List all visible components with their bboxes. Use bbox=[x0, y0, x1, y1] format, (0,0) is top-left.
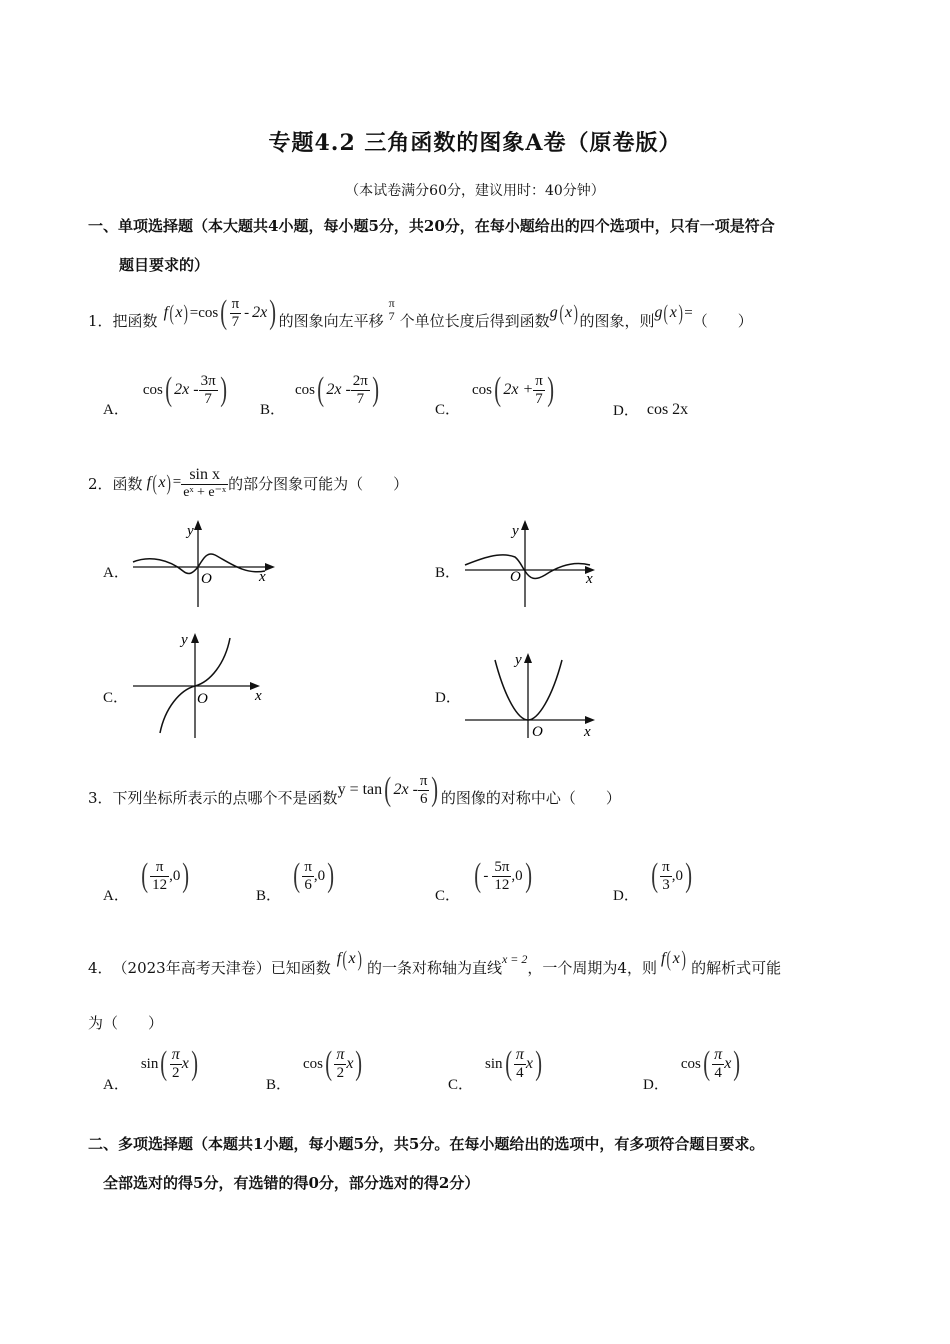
q4-option-a[interactable]: A． sin ( $\frac{\pi}{2}$ x ) bbox=[103, 1045, 198, 1093]
question-2 bbox=[88, 458, 408, 508]
q2-text-1: 函数 bbox=[112, 474, 143, 493]
svg-text:O: O bbox=[510, 569, 521, 585]
pi-over-7: $\frac{\pi}{7}$ bbox=[231, 296, 240, 330]
q1-function-f: f ( x ) = cos ( $\frac{\pi}{7}$ - 2x ) bbox=[163, 294, 277, 331]
q1-text-3: 个单位长度后得到函数 bbox=[399, 311, 550, 330]
q3-option-b[interactable]: B． ( $\frac{\pi}{6}$ ,0 ) bbox=[256, 857, 335, 904]
q4-f-symbol-2: f ( x ) bbox=[660, 946, 686, 971]
q1-g-eq: g ( x ) = bbox=[654, 300, 693, 325]
section1-heading-line2: 题目要求的） bbox=[119, 256, 210, 274]
q3-text-1: 下列坐标所表示的点哪个不是函数 bbox=[112, 788, 338, 807]
q4-f-symbol: f ( x ) bbox=[336, 946, 362, 971]
q1-text-2: 的图象向左平移 bbox=[278, 311, 384, 330]
q4-option-b[interactable]: B． cos ( $\frac{\pi}{2}$ x ) bbox=[266, 1045, 363, 1093]
q2-function: f ( x ) = $\frac{\text{sin x}}{\text{eˣ + e⁻ˣ}}$ bbox=[146, 466, 227, 500]
q2-number: 2． bbox=[88, 474, 113, 493]
q4-line-eq: x = 2 bbox=[501, 951, 528, 966]
q2-label-b[interactable]: B． bbox=[435, 565, 461, 581]
question-4 bbox=[88, 945, 781, 989]
f-symbol: f bbox=[163, 304, 169, 321]
svg-text:O: O bbox=[197, 691, 208, 707]
q4-text-1: （2023年高考天津卷）已知函数 bbox=[112, 958, 331, 977]
svg-text:O: O bbox=[532, 724, 543, 740]
q4-option-d[interactable]: D． cos ( $\frac{\pi}{4}$ x ) bbox=[643, 1045, 741, 1093]
q1-text-1: 把函数 bbox=[112, 311, 158, 330]
cos-label: cos bbox=[198, 304, 219, 321]
svg-text:y: y bbox=[512, 523, 519, 539]
section1-heading-line1: 一、单项选择题（本大题共4小题，每小题5分，共20分，在每小题给出的四个选项中，只有一项是符合 bbox=[88, 217, 775, 235]
q2-graph-b[interactable] bbox=[460, 515, 610, 610]
q1-option-b[interactable]: B． cos ( 2x - $\frac{2\pi}{7}$ ) bbox=[260, 371, 379, 418]
q4-text-3: ，一个周期为4，则 bbox=[527, 958, 657, 977]
question-3 bbox=[88, 772, 621, 822]
svg-text:O: O bbox=[201, 571, 212, 587]
q2-graph-c[interactable] bbox=[125, 628, 275, 740]
q4-text-4: 的解析式可能 bbox=[691, 958, 782, 977]
svg-text:y: y bbox=[181, 632, 188, 648]
q4-number: 4． bbox=[88, 958, 113, 977]
q3-number: 3． bbox=[88, 788, 113, 807]
q1-text-5: （ ） bbox=[692, 311, 753, 330]
section2-heading-line2: 全部选对的得5分，有选错的得0分，部分选对的得2分） bbox=[103, 1174, 480, 1192]
page-subtitle: （本试卷满分60分，建议用时：40分钟） bbox=[345, 183, 605, 199]
q1-option-d[interactable]: D． cos 2x bbox=[613, 400, 689, 419]
svg-text:x: x bbox=[586, 571, 593, 587]
q1-shift-pi-7: π 7 bbox=[388, 295, 395, 323]
q4-text-2: 的一条对称轴为直线 bbox=[366, 958, 502, 977]
svg-text:y: y bbox=[187, 523, 194, 539]
question-1 bbox=[88, 290, 753, 350]
q1-option-c[interactable]: C． cos ( 2x + $\frac{\pi}{7}$ ) bbox=[435, 371, 554, 418]
section2-heading-line1: 二、多项选择题（本题共1小题，每小题5分，共5分。在每小题给出的选项中，有多项符合题目要求。 bbox=[88, 1135, 765, 1153]
q1-text-4: 的图象，则 bbox=[579, 311, 655, 330]
equals-sign: = bbox=[189, 304, 199, 321]
q1-function-g: g ( x ) bbox=[549, 300, 578, 325]
two-x: 2x bbox=[252, 304, 268, 321]
q2-label-d[interactable]: D． bbox=[435, 690, 461, 706]
q3-text-2: 的图像的对称中心（ ） bbox=[440, 788, 621, 807]
svg-text:x: x bbox=[584, 724, 591, 740]
q2-label-c[interactable]: C． bbox=[103, 690, 129, 706]
minus-sign: - bbox=[244, 304, 250, 321]
page-title: 专题4.2 三角函数的图象A卷（原卷版） bbox=[268, 130, 682, 156]
q4-option-c[interactable]: C． sin ( $\frac{\pi}{4}$ x ) bbox=[448, 1045, 543, 1093]
q2-text-2: 的部分图象可能为（ ） bbox=[228, 474, 409, 493]
q4-text-5: 为（ ） bbox=[88, 1014, 164, 1032]
q1-option-a[interactable]: A． cos ( 2x - $\frac{3\pi}{7}$ ) bbox=[103, 371, 227, 418]
q2-graph-d[interactable] bbox=[460, 648, 610, 740]
var-x: x bbox=[175, 304, 183, 321]
q3-option-a[interactable]: A． ( $\frac{\pi}{12}$ ,0 ) bbox=[103, 857, 190, 904]
q3-option-d[interactable]: D． ( $\frac{\pi}{3}$ ,0 ) bbox=[613, 857, 693, 904]
q3-option-c[interactable]: C． ( - $\frac{5\pi}{12}$ ,0 ) bbox=[435, 857, 532, 904]
q2-graph-a[interactable] bbox=[125, 515, 285, 610]
q2-label-a[interactable]: A． bbox=[103, 565, 129, 581]
svg-text:x: x bbox=[259, 569, 266, 585]
q3-function: y = tan ( 2x - $\frac{\pi}{6}$ ) bbox=[337, 771, 439, 808]
svg-text:x: x bbox=[255, 688, 262, 704]
q1-number: 1． bbox=[88, 311, 113, 330]
svg-text:y: y bbox=[515, 652, 522, 668]
